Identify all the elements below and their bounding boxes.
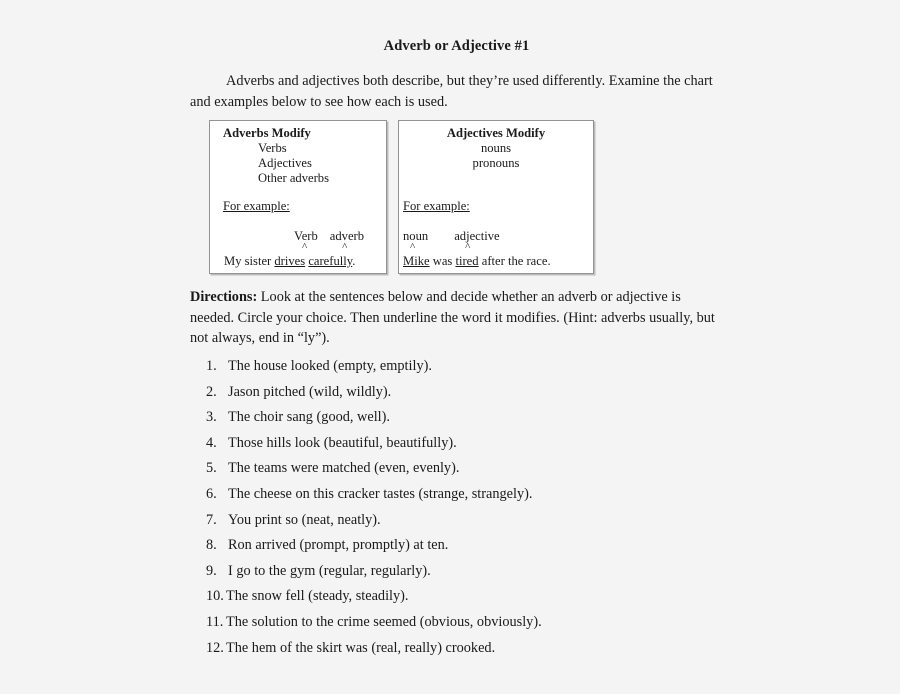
item-text: Jason pitched (wild, wildly).	[228, 383, 392, 400]
comparison-chart	[209, 120, 595, 274]
list-item	[206, 456, 726, 482]
sentence-part: was	[429, 254, 456, 268]
list-item	[206, 354, 726, 380]
caret-icon: ^	[410, 241, 416, 253]
sentence-part: .	[352, 254, 356, 268]
adjectives-label-adjective: adjective	[454, 229, 500, 243]
item-number: 11.	[206, 613, 224, 630]
item-number: 8.	[206, 537, 217, 554]
list-item	[206, 482, 726, 508]
item-text: I go to the gym (regular, regularly).	[228, 562, 431, 579]
list-item	[206, 636, 726, 662]
list-item	[206, 380, 726, 406]
adverbs-label-adverb: adverb	[329, 229, 365, 243]
item-number: 1.	[206, 358, 217, 374]
adverbs-modify-list	[258, 141, 329, 185]
directions-label: Directions:	[190, 289, 258, 305]
list-item	[206, 559, 726, 585]
adjectives-label-noun: noun	[403, 229, 429, 243]
adverbs-example-sentence	[224, 254, 355, 269]
list-item	[206, 431, 726, 457]
item-number: 2.	[206, 383, 217, 400]
adverbs-label-verb: Verb	[294, 229, 318, 243]
directions-text: Look at the sentences below and decide whether an adverb or adjective is needed. Circle your choice. Then underline the word it modifies. (Hint: adverbs usually, but not always, end in “ly”).	[190, 289, 715, 346]
item-text: The house looked (empty, emptily).	[228, 358, 432, 374]
list-item	[206, 405, 726, 431]
item-number: 10.	[206, 588, 224, 605]
list-item	[206, 533, 726, 559]
item-text: The hem of the skirt was (real, really) crooked.	[226, 639, 496, 656]
sentence-part: after the race.	[478, 254, 551, 268]
caret-icon: ^	[465, 241, 471, 253]
caret-icon: ^	[302, 241, 308, 253]
item-number: 4.	[206, 434, 217, 451]
adjectives-box-heading: Adjectives Modify	[446, 126, 546, 140]
list-item: Verbs	[258, 141, 287, 155]
list-item: Adjectives	[258, 155, 312, 170]
adverbs-caret-row	[302, 240, 347, 255]
item-text: The choir sang (good, well).	[228, 409, 390, 426]
item-text: Ron arrived (prompt, promptly) at ten.	[228, 537, 449, 554]
item-text: You print so (neat, neatly).	[228, 511, 381, 528]
adjectives-caret-row	[410, 240, 470, 255]
questions-list	[206, 354, 726, 661]
list-item	[206, 610, 726, 636]
adjectives-modify-box	[398, 120, 594, 274]
adjectives-modify-list	[399, 141, 593, 171]
item-number: 9.	[206, 562, 217, 579]
page-title: Adverb or Adjective #1	[383, 38, 530, 54]
item-text: The solution to the crime seemed (obvious, obviously).	[226, 613, 542, 630]
item-text: The snow fell (steady, steadily).	[226, 588, 409, 605]
item-text: Those hills look (beautiful, beautifully).	[228, 434, 457, 451]
list-item: pronouns	[472, 155, 520, 170]
adverbs-modify-box	[209, 120, 387, 274]
directions-paragraph	[190, 287, 715, 349]
item-text: The teams were matched (even, evenly).	[228, 460, 460, 477]
adjectives-example-sentence	[403, 254, 551, 269]
sentence-underlined-word: carefully	[308, 254, 353, 268]
item-number: 12.	[206, 639, 224, 656]
list-item	[206, 584, 726, 610]
intro-paragraph: Adverbs and adjectives both describe, but they’re used differently. Examine the chart and examples below to see how each is used.	[190, 73, 713, 110]
list-item: Other adverbs	[258, 170, 329, 185]
sentence-part: My sister	[224, 254, 275, 268]
item-number: 7.	[206, 511, 217, 528]
sentence-underlined-word: tired	[455, 254, 479, 268]
sentence-underlined-word: drives	[274, 254, 306, 268]
adverbs-for-example-label: For example:	[223, 199, 290, 213]
adjectives-for-example-label: For example:	[403, 199, 470, 213]
item-number: 3.	[206, 409, 217, 426]
adverbs-box-heading: Adverbs Modify	[223, 126, 311, 140]
caret-icon: ^	[342, 241, 348, 253]
item-number: 6.	[206, 485, 217, 502]
item-number: 5.	[206, 460, 217, 477]
item-text: The cheese on this cracker tastes (strange, strangely).	[228, 485, 533, 502]
list-item: nouns	[480, 141, 512, 155]
list-item	[206, 508, 726, 534]
sentence-underlined-word: Mike	[403, 254, 430, 268]
